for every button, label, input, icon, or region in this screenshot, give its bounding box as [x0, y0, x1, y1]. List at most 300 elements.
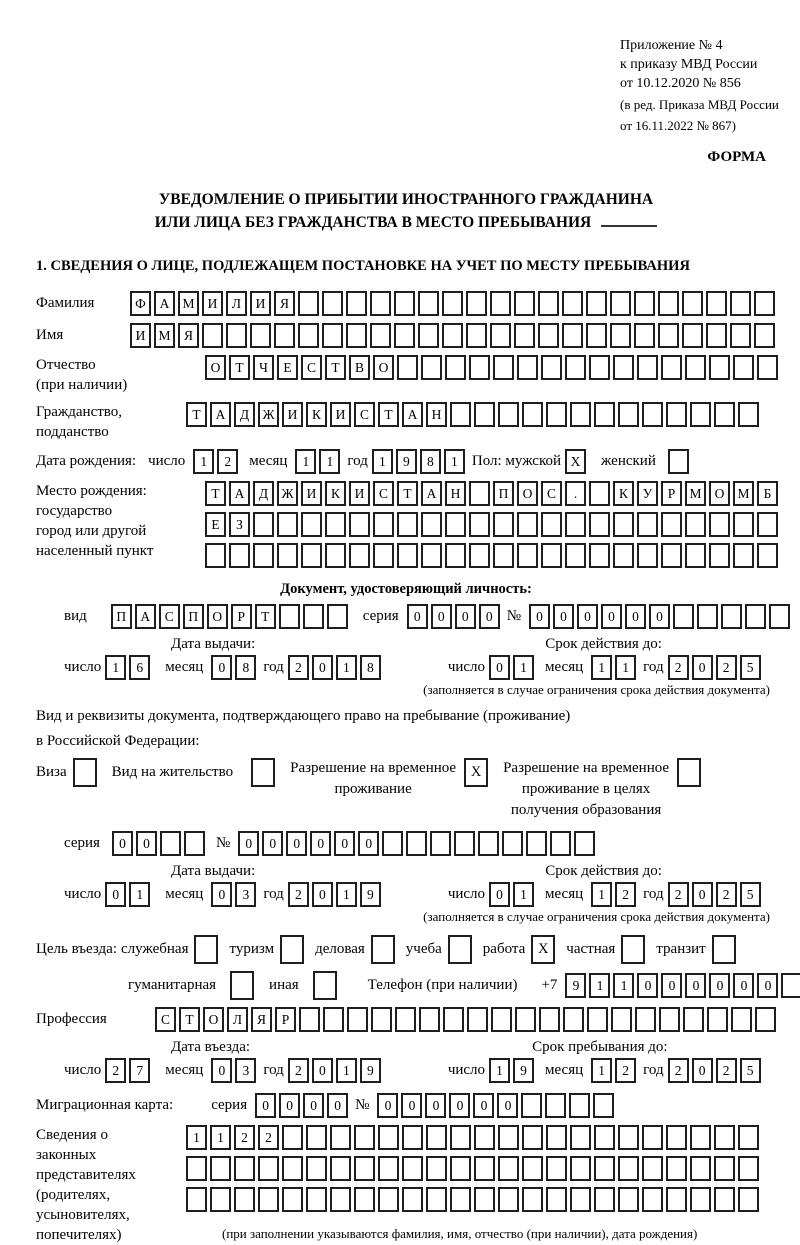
char-box[interactable] — [517, 543, 538, 568]
char-box[interactable] — [706, 323, 727, 348]
char-box[interactable] — [493, 355, 514, 380]
char-box[interactable] — [474, 1125, 495, 1150]
char-box[interactable]: Ж — [277, 481, 298, 506]
char-box[interactable] — [442, 323, 463, 348]
char-box[interactable] — [611, 1007, 632, 1032]
char-box[interactable] — [442, 291, 463, 316]
char-box[interactable]: А — [229, 481, 250, 506]
char-box[interactable]: А — [210, 402, 231, 427]
char-box[interactable]: Б — [757, 481, 778, 506]
char-box[interactable] — [210, 1187, 231, 1212]
char-box[interactable]: Я — [251, 1007, 272, 1032]
char-box[interactable]: И — [202, 291, 223, 316]
char-box[interactable] — [618, 402, 639, 427]
char-box[interactable] — [666, 1187, 687, 1212]
char-box[interactable]: 0 — [473, 1093, 494, 1118]
char-box[interactable] — [635, 1007, 656, 1032]
char-box[interactable] — [781, 973, 800, 998]
char-box[interactable] — [234, 1156, 255, 1181]
char-box[interactable]: А — [154, 291, 175, 316]
char-box[interactable] — [186, 1156, 207, 1181]
char-box[interactable] — [642, 1156, 663, 1181]
char-box[interactable]: 9 — [360, 882, 381, 907]
char-box[interactable]: 2 — [288, 655, 309, 680]
char-box[interactable] — [493, 512, 514, 537]
char-box[interactable] — [466, 323, 487, 348]
char-box[interactable]: 0 — [601, 604, 622, 629]
char-box[interactable]: С — [155, 1007, 176, 1032]
char-box[interactable]: 1 — [129, 882, 150, 907]
char-box[interactable] — [402, 1125, 423, 1150]
char-box[interactable] — [370, 291, 391, 316]
char-box[interactable] — [754, 291, 775, 316]
char-box[interactable]: Т — [397, 481, 418, 506]
char-box[interactable] — [234, 1187, 255, 1212]
char-box[interactable]: 9 — [513, 1058, 534, 1083]
char-box[interactable] — [426, 1156, 447, 1181]
char-box[interactable]: 0 — [757, 973, 778, 998]
char-box[interactable] — [421, 512, 442, 537]
char-box[interactable] — [570, 402, 591, 427]
char-box[interactable]: С — [373, 481, 394, 506]
char-box[interactable] — [594, 1187, 615, 1212]
char-box[interactable]: М — [685, 481, 706, 506]
char-box[interactable] — [733, 543, 754, 568]
char-box[interactable] — [450, 1156, 471, 1181]
char-box[interactable]: 2 — [668, 655, 689, 680]
char-box[interactable]: 0 — [279, 1093, 300, 1118]
char-box[interactable] — [658, 291, 679, 316]
purpose-delovaya-box[interactable] — [371, 935, 395, 964]
char-box[interactable]: 1 — [591, 1058, 612, 1083]
char-box[interactable]: О — [373, 355, 394, 380]
char-box[interactable] — [565, 512, 586, 537]
char-box[interactable]: 0 — [312, 655, 333, 680]
char-box[interactable]: Ж — [258, 402, 279, 427]
char-box[interactable] — [298, 291, 319, 316]
char-box[interactable]: 0 — [286, 831, 307, 856]
char-box[interactable] — [258, 1156, 279, 1181]
char-box[interactable] — [546, 402, 567, 427]
char-box[interactable] — [498, 1187, 519, 1212]
char-box[interactable] — [682, 291, 703, 316]
char-box[interactable] — [593, 1093, 614, 1118]
char-box[interactable] — [498, 1156, 519, 1181]
char-box[interactable]: 0 — [211, 1058, 232, 1083]
char-box[interactable]: 2 — [234, 1125, 255, 1150]
char-box[interactable]: 2 — [716, 655, 737, 680]
char-box[interactable] — [469, 543, 490, 568]
char-box[interactable]: 1 — [193, 449, 214, 474]
char-box[interactable] — [478, 831, 499, 856]
char-box[interactable]: 5 — [740, 1058, 761, 1083]
char-box[interactable]: 0 — [312, 882, 333, 907]
char-box[interactable]: 0 — [692, 882, 713, 907]
char-box[interactable]: 9 — [360, 1058, 381, 1083]
char-box[interactable] — [322, 323, 343, 348]
char-box[interactable]: 0 — [692, 655, 713, 680]
char-box[interactable] — [522, 1187, 543, 1212]
char-box[interactable] — [682, 323, 703, 348]
char-box[interactable] — [306, 1125, 327, 1150]
char-box[interactable]: 0 — [709, 973, 730, 998]
char-box[interactable] — [541, 543, 562, 568]
char-box[interactable] — [474, 402, 495, 427]
char-box[interactable] — [570, 1156, 591, 1181]
char-box[interactable] — [378, 1187, 399, 1212]
char-box[interactable] — [661, 543, 682, 568]
char-box[interactable] — [323, 1007, 344, 1032]
residence-permit-box[interactable] — [251, 758, 275, 787]
char-box[interactable]: 1 — [105, 655, 126, 680]
char-box[interactable]: Т — [378, 402, 399, 427]
char-box[interactable] — [637, 355, 658, 380]
char-box[interactable] — [306, 1156, 327, 1181]
char-box[interactable] — [613, 543, 634, 568]
char-box[interactable]: . — [565, 481, 586, 506]
char-box[interactable] — [522, 402, 543, 427]
char-box[interactable] — [642, 402, 663, 427]
char-box[interactable] — [673, 604, 694, 629]
char-box[interactable]: 0 — [407, 604, 428, 629]
char-box[interactable]: 2 — [615, 1058, 636, 1083]
char-box[interactable]: 0 — [577, 604, 598, 629]
char-box[interactable] — [347, 1007, 368, 1032]
char-box[interactable]: У — [637, 481, 658, 506]
char-box[interactable] — [282, 1125, 303, 1150]
rvp-education-box[interactable] — [677, 758, 701, 787]
char-box[interactable]: 5 — [740, 655, 761, 680]
char-box[interactable] — [354, 1125, 375, 1150]
char-box[interactable]: П — [111, 604, 132, 629]
char-box[interactable]: З — [229, 512, 250, 537]
char-box[interactable]: 0 — [327, 1093, 348, 1118]
char-box[interactable] — [445, 543, 466, 568]
char-box[interactable]: 6 — [129, 655, 150, 680]
char-box[interactable] — [229, 543, 250, 568]
char-box[interactable] — [714, 1187, 735, 1212]
char-box[interactable]: 1 — [591, 655, 612, 680]
char-box[interactable] — [397, 543, 418, 568]
char-box[interactable] — [426, 1187, 447, 1212]
char-box[interactable] — [443, 1007, 464, 1032]
char-box[interactable] — [738, 1125, 759, 1150]
char-box[interactable]: 0 — [489, 655, 510, 680]
char-box[interactable] — [538, 323, 559, 348]
char-box[interactable] — [250, 323, 271, 348]
char-box[interactable]: 1 — [336, 1058, 357, 1083]
char-box[interactable]: Т — [255, 604, 276, 629]
char-box[interactable] — [491, 1007, 512, 1032]
char-box[interactable]: 9 — [396, 449, 417, 474]
char-box[interactable]: 1 — [372, 449, 393, 474]
char-box[interactable] — [562, 323, 583, 348]
char-box[interactable] — [642, 1125, 663, 1150]
char-box[interactable] — [709, 355, 730, 380]
char-box[interactable] — [754, 323, 775, 348]
char-box[interactable] — [354, 1156, 375, 1181]
purpose-inaya-box[interactable] — [313, 971, 337, 1000]
char-box[interactable]: М — [154, 323, 175, 348]
char-box[interactable] — [373, 512, 394, 537]
char-box[interactable]: И — [282, 402, 303, 427]
char-box[interactable]: 0 — [455, 604, 476, 629]
char-box[interactable]: К — [613, 481, 634, 506]
char-box[interactable]: 1 — [589, 973, 610, 998]
char-box[interactable] — [253, 543, 274, 568]
char-box[interactable] — [184, 831, 205, 856]
char-box[interactable]: Ф — [130, 291, 151, 316]
char-box[interactable]: 0 — [262, 831, 283, 856]
char-box[interactable] — [613, 512, 634, 537]
char-box[interactable]: Т — [186, 402, 207, 427]
char-box[interactable]: 7 — [129, 1058, 150, 1083]
char-box[interactable]: Я — [274, 291, 295, 316]
char-box[interactable] — [450, 1187, 471, 1212]
char-box[interactable] — [402, 1156, 423, 1181]
char-box[interactable] — [658, 323, 679, 348]
char-box[interactable]: М — [178, 291, 199, 316]
char-box[interactable]: И — [250, 291, 271, 316]
char-box[interactable] — [666, 402, 687, 427]
char-box[interactable] — [306, 1187, 327, 1212]
char-box[interactable] — [589, 512, 610, 537]
char-box[interactable]: 1 — [591, 882, 612, 907]
char-box[interactable] — [587, 1007, 608, 1032]
char-box[interactable]: 5 — [740, 882, 761, 907]
char-box[interactable]: 0 — [211, 882, 232, 907]
char-box[interactable] — [466, 291, 487, 316]
char-box[interactable] — [498, 1125, 519, 1150]
char-box[interactable]: 8 — [235, 655, 256, 680]
char-box[interactable]: 0 — [733, 973, 754, 998]
char-box[interactable] — [730, 291, 751, 316]
char-box[interactable] — [522, 1125, 543, 1150]
char-box[interactable] — [253, 512, 274, 537]
char-box[interactable]: К — [325, 481, 346, 506]
char-box[interactable]: 8 — [360, 655, 381, 680]
char-box[interactable]: 2 — [668, 1058, 689, 1083]
sex-female-box[interactable] — [668, 449, 689, 474]
char-box[interactable]: Р — [275, 1007, 296, 1032]
char-box[interactable]: 2 — [288, 1058, 309, 1083]
char-box[interactable] — [454, 831, 475, 856]
char-box[interactable] — [322, 291, 343, 316]
char-box[interactable]: И — [349, 481, 370, 506]
char-box[interactable] — [373, 543, 394, 568]
char-box[interactable] — [757, 512, 778, 537]
char-box[interactable] — [714, 1125, 735, 1150]
char-box[interactable]: 8 — [420, 449, 441, 474]
char-box[interactable] — [745, 604, 766, 629]
char-box[interactable]: 0 — [303, 1093, 324, 1118]
char-box[interactable] — [514, 291, 535, 316]
char-box[interactable] — [346, 323, 367, 348]
char-box[interactable] — [589, 543, 610, 568]
char-box[interactable] — [610, 291, 631, 316]
char-box[interactable] — [521, 1093, 542, 1118]
char-box[interactable]: 0 — [255, 1093, 276, 1118]
char-box[interactable] — [299, 1007, 320, 1032]
char-box[interactable] — [714, 402, 735, 427]
char-box[interactable]: 0 — [489, 882, 510, 907]
char-box[interactable] — [515, 1007, 536, 1032]
char-box[interactable] — [709, 512, 730, 537]
char-box[interactable] — [546, 1125, 567, 1150]
char-box[interactable] — [430, 831, 451, 856]
char-box[interactable]: 2 — [668, 882, 689, 907]
char-box[interactable]: 1 — [489, 1058, 510, 1083]
char-box[interactable]: О — [205, 355, 226, 380]
char-box[interactable] — [690, 1125, 711, 1150]
char-box[interactable] — [563, 1007, 584, 1032]
char-box[interactable] — [282, 1156, 303, 1181]
char-box[interactable] — [490, 323, 511, 348]
char-box[interactable]: К — [306, 402, 327, 427]
char-box[interactable] — [277, 512, 298, 537]
char-box[interactable]: Л — [226, 291, 247, 316]
char-box[interactable]: И — [330, 402, 351, 427]
char-box[interactable] — [210, 1156, 231, 1181]
char-box[interactable]: 0 — [401, 1093, 422, 1118]
char-box[interactable]: 1 — [336, 882, 357, 907]
char-box[interactable]: 0 — [136, 831, 157, 856]
char-box[interactable] — [757, 355, 778, 380]
char-box[interactable] — [279, 604, 300, 629]
char-box[interactable] — [330, 1125, 351, 1150]
char-box[interactable]: О — [517, 481, 538, 506]
char-box[interactable]: 0 — [649, 604, 670, 629]
char-box[interactable] — [545, 1093, 566, 1118]
purpose-gumanitarnaya-box[interactable] — [230, 971, 254, 1000]
char-box[interactable] — [589, 355, 610, 380]
char-box[interactable] — [634, 291, 655, 316]
char-box[interactable]: 1 — [210, 1125, 231, 1150]
char-box[interactable] — [274, 323, 295, 348]
char-box[interactable]: П — [493, 481, 514, 506]
char-box[interactable] — [517, 512, 538, 537]
char-box[interactable] — [517, 355, 538, 380]
char-box[interactable] — [394, 291, 415, 316]
char-box[interactable] — [586, 291, 607, 316]
char-box[interactable] — [690, 402, 711, 427]
char-box[interactable] — [469, 481, 490, 506]
char-box[interactable] — [397, 355, 418, 380]
char-box[interactable] — [637, 543, 658, 568]
char-box[interactable] — [707, 1007, 728, 1032]
char-box[interactable] — [755, 1007, 776, 1032]
char-box[interactable] — [706, 291, 727, 316]
char-box[interactable] — [202, 323, 223, 348]
char-box[interactable] — [349, 543, 370, 568]
char-box[interactable]: Я — [178, 323, 199, 348]
char-box[interactable] — [378, 1125, 399, 1150]
char-box[interactable] — [541, 355, 562, 380]
char-box[interactable] — [634, 323, 655, 348]
rvp-box[interactable]: X — [464, 758, 488, 787]
char-box[interactable] — [418, 291, 439, 316]
char-box[interactable]: 0 — [431, 604, 452, 629]
char-box[interactable] — [502, 831, 523, 856]
char-box[interactable]: О — [709, 481, 730, 506]
char-box[interactable] — [569, 1093, 590, 1118]
char-box[interactable] — [301, 512, 322, 537]
char-box[interactable] — [594, 402, 615, 427]
char-box[interactable]: В — [349, 355, 370, 380]
char-box[interactable] — [330, 1156, 351, 1181]
char-box[interactable] — [378, 1156, 399, 1181]
char-box[interactable] — [565, 355, 586, 380]
char-box[interactable] — [186, 1187, 207, 1212]
char-box[interactable]: Т — [179, 1007, 200, 1032]
char-box[interactable] — [394, 323, 415, 348]
char-box[interactable] — [661, 355, 682, 380]
char-box[interactable] — [738, 402, 759, 427]
char-box[interactable] — [546, 1156, 567, 1181]
char-box[interactable]: 0 — [661, 973, 682, 998]
char-box[interactable] — [303, 604, 324, 629]
visa-box[interactable] — [73, 758, 97, 787]
char-box[interactable] — [354, 1187, 375, 1212]
char-box[interactable]: 2 — [615, 882, 636, 907]
char-box[interactable]: Е — [205, 512, 226, 537]
char-box[interactable]: 1 — [336, 655, 357, 680]
char-box[interactable] — [730, 323, 751, 348]
purpose-tranzit-box[interactable] — [712, 935, 736, 964]
char-box[interactable] — [618, 1125, 639, 1150]
char-box[interactable] — [371, 1007, 392, 1032]
char-box[interactable] — [613, 355, 634, 380]
char-box[interactable] — [610, 323, 631, 348]
char-box[interactable] — [526, 831, 547, 856]
char-box[interactable] — [594, 1156, 615, 1181]
char-box[interactable]: С — [159, 604, 180, 629]
char-box[interactable]: 0 — [377, 1093, 398, 1118]
char-box[interactable] — [546, 1187, 567, 1212]
char-box[interactable] — [325, 512, 346, 537]
char-box[interactable] — [685, 355, 706, 380]
char-box[interactable] — [666, 1125, 687, 1150]
char-box[interactable]: Л — [227, 1007, 248, 1032]
char-box[interactable]: Т — [205, 481, 226, 506]
char-box[interactable] — [469, 512, 490, 537]
char-box[interactable]: Н — [426, 402, 447, 427]
char-box[interactable]: А — [402, 402, 423, 427]
char-box[interactable] — [685, 512, 706, 537]
char-box[interactable] — [562, 291, 583, 316]
char-box[interactable]: 0 — [479, 604, 500, 629]
char-box[interactable]: 3 — [235, 882, 256, 907]
char-box[interactable]: 0 — [692, 1058, 713, 1083]
char-box[interactable] — [683, 1007, 704, 1032]
char-box[interactable]: 1 — [615, 655, 636, 680]
char-box[interactable] — [330, 1187, 351, 1212]
char-box[interactable]: 0 — [637, 973, 658, 998]
char-box[interactable]: 0 — [238, 831, 259, 856]
char-box[interactable]: 0 — [497, 1093, 518, 1118]
char-box[interactable] — [474, 1156, 495, 1181]
char-box[interactable] — [666, 1156, 687, 1181]
char-box[interactable]: 0 — [334, 831, 355, 856]
char-box[interactable]: 1 — [513, 655, 534, 680]
char-box[interactable] — [226, 323, 247, 348]
char-box[interactable]: 2 — [258, 1125, 279, 1150]
char-box[interactable]: 0 — [358, 831, 379, 856]
char-box[interactable]: Ч — [253, 355, 274, 380]
char-box[interactable] — [467, 1007, 488, 1032]
char-box[interactable] — [685, 543, 706, 568]
char-box[interactable] — [205, 543, 226, 568]
